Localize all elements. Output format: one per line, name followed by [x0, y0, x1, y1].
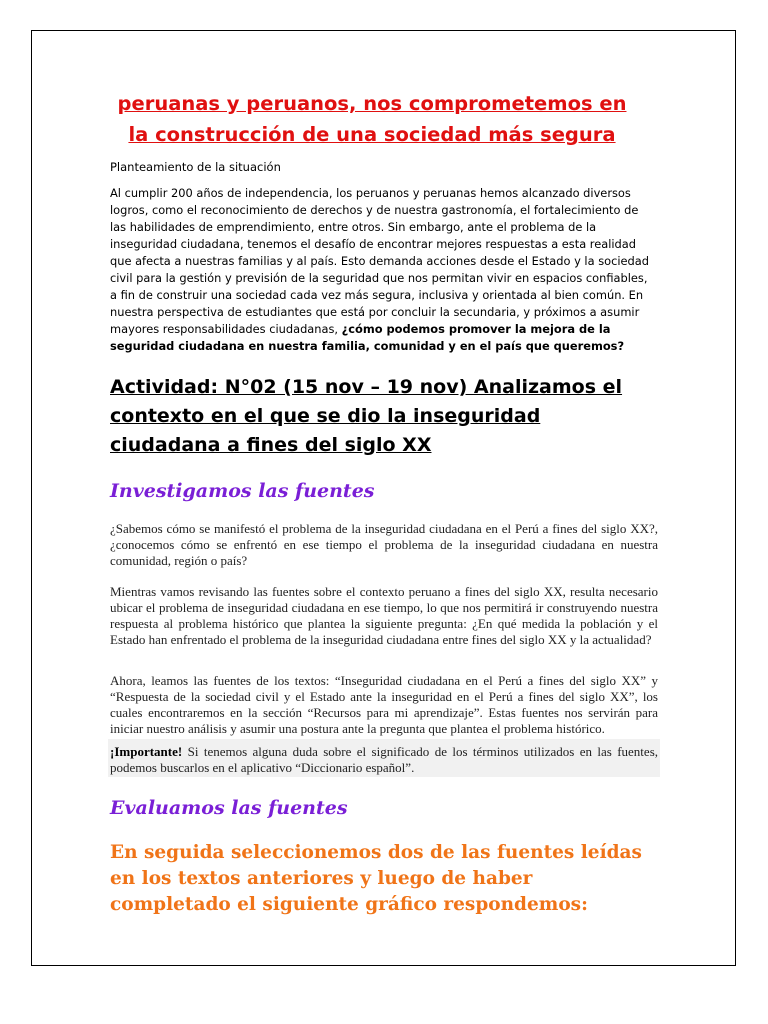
paragraph-context: Mientras vamos revisando las fuentes sobre el contexto peruano a fines del siglo XX, resulta necesario ubicar el problema de inseguridad ciudadana en ese tiempo, lo que nos permitirá ir construyendo nuestra respuesta al problema histórico que plantea la siguiente pregunta: ¿En qué medida la población y el Estado han enfrentado el problema de la inseguridad ciudadana entre fines del siglo XX y la actualidad?: [110, 584, 658, 647]
paragraph-questions: ¿Sabemos cómo se manifestó el problema de la inseguridad ciudadana en el Perú a fines del siglo XX?, ¿conocemos cómo se enfrentó en ese tiempo el problema de la inseguridad ciudadana en nuestra comunidad, región o país?: [110, 521, 658, 568]
activity-heading: Actividad: N°02 (15 nov – 19 nov) Analizamos el contexto en el que se dio la inseguridad ciudadana a fines del siglo XX: [110, 376, 623, 456]
document-title: peruanas y peruanos, nos comprometemos en la construcción de una sociedad más segura: [117, 92, 627, 146]
situation-paragraph: [110, 185, 658, 355]
situation-text: Al cumplir 200 años de independencia, los peruanos y peruanas hemos alcanzado diversos logros, como el reconocimiento de derechos y de nuestra gastronomía, el fortalecimiento de las habilidades de emprendimiento, entre otros. Sin embargo, ante el problema de la inseguridad ciudadana, tenemos el desafío de encontrar mejores respuestas a esta realidad que afecta a nuestras familias y al país. Esto demanda acciones desde el Estado y la sociedad civil para la gestión y previsión de la seguridad que nos permitan vivir en espacios confiables, a fin de construir una sociedad cada vez más segura, inclusiva y orientada al bien común. En nuestra perspectiva de estudiantes que está por concluir la secundaria, y próximos a asumir mayores responsabilidades ciudadanas,: [110, 186, 649, 336]
section-subheading: Planteamiento de la situación: [110, 160, 281, 174]
important-note-box: [108, 739, 660, 777]
heading-evaluamos: Evaluamos las fuentes: [110, 797, 348, 819]
situation-question: ¿cómo podemos promover la mejora de la seguridad ciudadana en nuestra familia, comunidad y en el país que queremos?: [110, 322, 625, 353]
important-note: [108, 739, 660, 776]
instruction-orange-text: En seguida seleccionemos dos de las fuentes leídas en los textos anteriores y luego de haber completado el siguiente gráfico respondemos:: [110, 842, 642, 915]
important-text: Si tenemos alguna duda sobre el significado de los términos utilizados en las fuentes, podemos buscarlos en el aplicativo “Diccionario español”.: [110, 744, 658, 775]
heading-investigamos: Investigamos las fuentes: [110, 480, 375, 502]
important-label: ¡Importante!: [110, 744, 183, 759]
paragraph-sources: Ahora, leamos las fuentes de los textos: “Inseguridad ciudadana en el Perú a fines del siglo XX” y “Respuesta de la sociedad civil y el Estado ante la inseguridad en el Perú a fines del siglo XX”, los cuales encontraremos en la sección “Recursos para mi aprendizaje”. Estas fuentes nos servirán para iniciar nuestro análisis y asumir una postura ante la pregunta que plantea el problema histórico.: [110, 673, 658, 736]
